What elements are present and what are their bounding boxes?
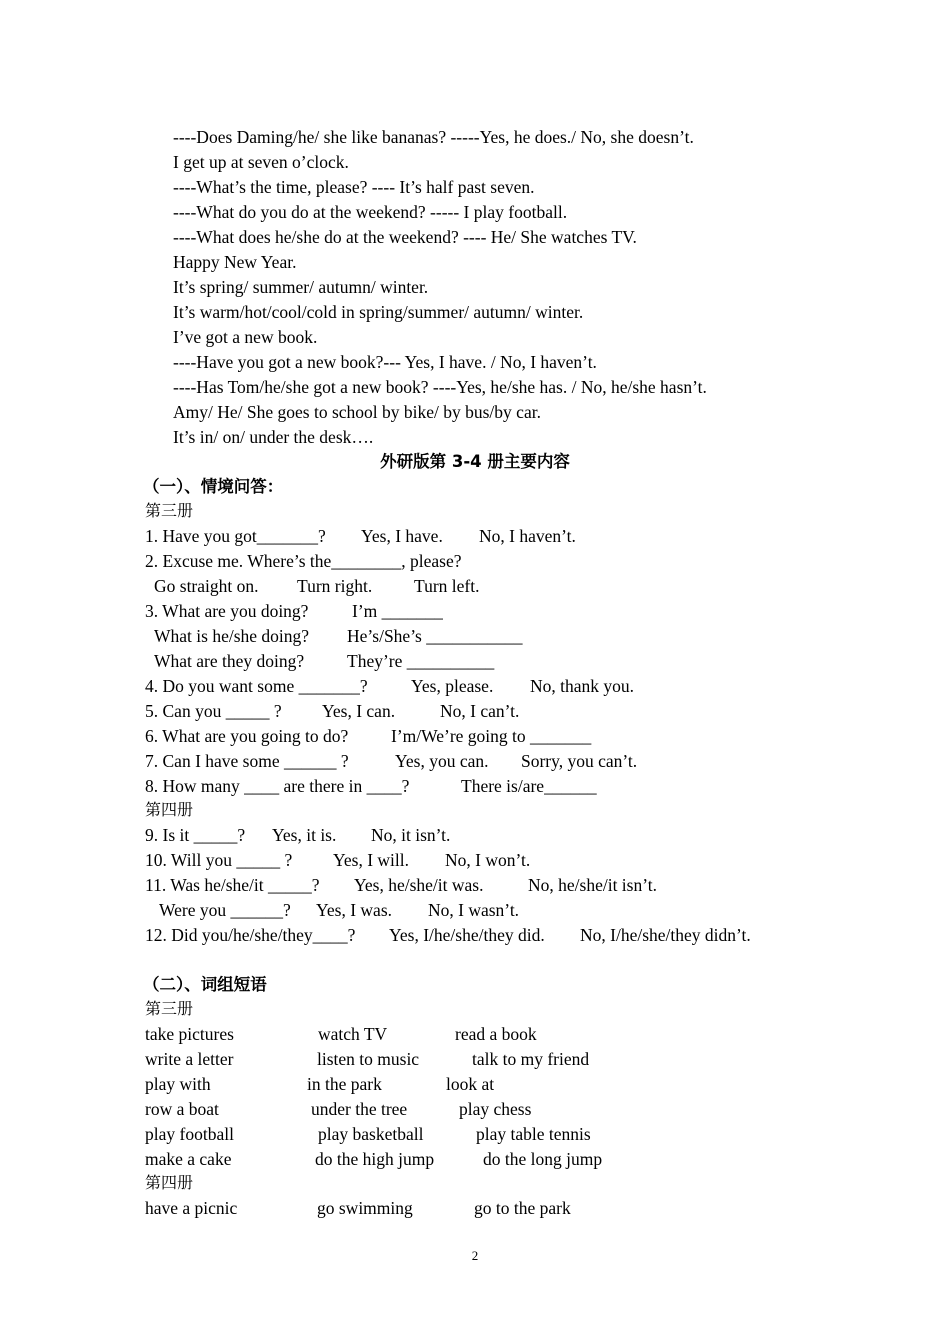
phrase-item: talk to my friend [472,1049,590,1069]
intro-line: ----Has Tom/he/she got a new book? ----Yes, he/she has. / No, he/she hasn’t. [173,377,707,397]
phrase-item: play table tennis [476,1124,591,1144]
qa-answer-no: Sorry, you can’t. [521,751,638,771]
intro-line: ----Does Daming/he/ she like bananas? -----Yes, he does./ No, she doesn’t. [173,127,694,147]
section1-heading: （一）、情境问答： [143,477,284,496]
phrase-item: look at [446,1074,495,1094]
qa-question: 10. Will you _____ ? [145,850,293,870]
intro-line: ----Have you got a new book?--- Yes, I have. / No, I haven’t. [173,352,597,372]
intro-line: ----What’s the time, please? ---- It’s half past seven. [173,177,535,197]
qa-answer: There is/are______ [461,776,597,796]
qa-answer-no: No, I/he/she/they didn’t. [580,925,751,945]
qa-answer: Go straight on. [154,576,259,596]
qa-answer-yes: Yes, he/she/it was. [354,875,484,895]
intro-line: Happy New Year. [173,252,297,272]
qa-question: 12. Did you/he/she/they____? [145,925,356,945]
qa-answer: They’re __________ [347,651,495,671]
phrase-item: play basketball [318,1124,424,1144]
qa-question: 3. What are you doing? [145,601,309,621]
qa-answer-no: No, thank you. [530,676,635,696]
qa-answer-yes: Yes, it is. [272,825,337,845]
phrase-item: row a boat [145,1099,219,1119]
qa-question: 11. Was he/she/it _____? [145,875,320,895]
qa-answer-yes: Yes, I have. [361,526,443,546]
page-number: 2 [471,1248,479,1263]
qa-answer-yes: Yes, I/he/she/they did. [389,925,545,945]
qa-answer-no: No, he/she/it isn’t. [528,875,657,895]
intro-line: It’s warm/hot/cool/cold in spring/summer/ autumn/ winter. [173,302,584,322]
intro-line: Amy/ He/ She goes to school by bike/ by bus/by car. [173,402,541,422]
qa-answer: Turn right. [297,576,373,596]
qa-question: 1. Have you got_______? [145,526,326,546]
qa-answer-no: No, I haven’t. [479,526,576,546]
phrase-item: play football [145,1124,234,1144]
qa-question: 6. What are you going to do? [145,726,349,746]
phrase-item: play chess [459,1099,532,1119]
phrase-item: go swimming [317,1198,413,1218]
qa-answer-yes: Yes, I can. [322,701,396,721]
intro-line: ----What do you do at the weekend? ----- I play football. [173,202,568,222]
section1-book3-label: 第三册 [145,501,194,520]
qa-question: 8. How many ____ are there in ____? [145,776,410,796]
qa-answer: Turn left. [414,576,480,596]
phrase-item: watch TV [318,1024,388,1044]
qa-question: 4. Do you want some _______? [145,676,368,696]
qa-answer: I’m _______ [352,601,443,621]
phrase-item: in the park [307,1074,382,1094]
intro-line: ----What does he/she do at the weekend? ---- He/ She watches TV. [173,227,637,247]
phrase-item: do the high jump [315,1149,435,1169]
phrase-item: read a book [455,1024,537,1044]
phrase-item: write a letter [145,1049,234,1069]
qa-question: 5. Can you _____ ? [145,701,282,721]
intro-line: It’s in/ on/ under the desk…. [173,427,374,447]
phrase-item: do the long jump [483,1149,603,1169]
qa-question: 2. Excuse me. Where’s the________, please? [145,551,462,571]
qa-answer-yes: Yes, I will. [333,850,410,870]
qa-answer: I’m/We’re going to _______ [391,726,592,746]
qa-question: What are they doing? [154,651,305,671]
qa-answer-yes: Yes, please. [411,676,494,696]
intro-line: It’s spring/ summer/ autumn/ winter. [173,277,429,297]
intro-line: I get up at seven o’clock. [173,152,349,172]
section2-heading: （二）、词组短语 [143,975,267,994]
qa-answer-yes: Yes, I was. [316,900,393,920]
qa-answer: He’s/She’s ___________ [347,626,523,646]
qa-question: 9. Is it _____? [145,825,246,845]
qa-question: 7. Can I have some ______ ? [145,751,349,771]
phrase-item: play with [145,1074,211,1094]
qa-answer-no: No, I can’t. [440,701,520,721]
phrase-item: go to the park [474,1198,571,1218]
intro-line: I’ve got a new book. [173,327,318,347]
section1-book4-label: 第四册 [145,800,194,819]
phrase-item: have a picnic [145,1198,238,1218]
section2-book4-label: 第四册 [145,1173,194,1192]
qa-answer-no: No, it isn’t. [371,825,451,845]
section2-book3-label: 第三册 [145,999,194,1018]
qa-question: What is he/she doing? [154,626,310,646]
qa-question: Were you ______? [159,900,291,920]
qa-answer-yes: Yes, you can. [395,751,489,771]
phrase-item: make a cake [145,1149,232,1169]
phrase-item: take pictures [145,1024,234,1044]
qa-answer-no: No, I won’t. [445,850,531,870]
page-title: 外研版第 3-4 册主要内容 [380,452,570,471]
phrase-item: listen to music [317,1049,420,1069]
qa-answer-no: No, I wasn’t. [428,900,520,920]
phrase-item: under the tree [311,1099,408,1119]
